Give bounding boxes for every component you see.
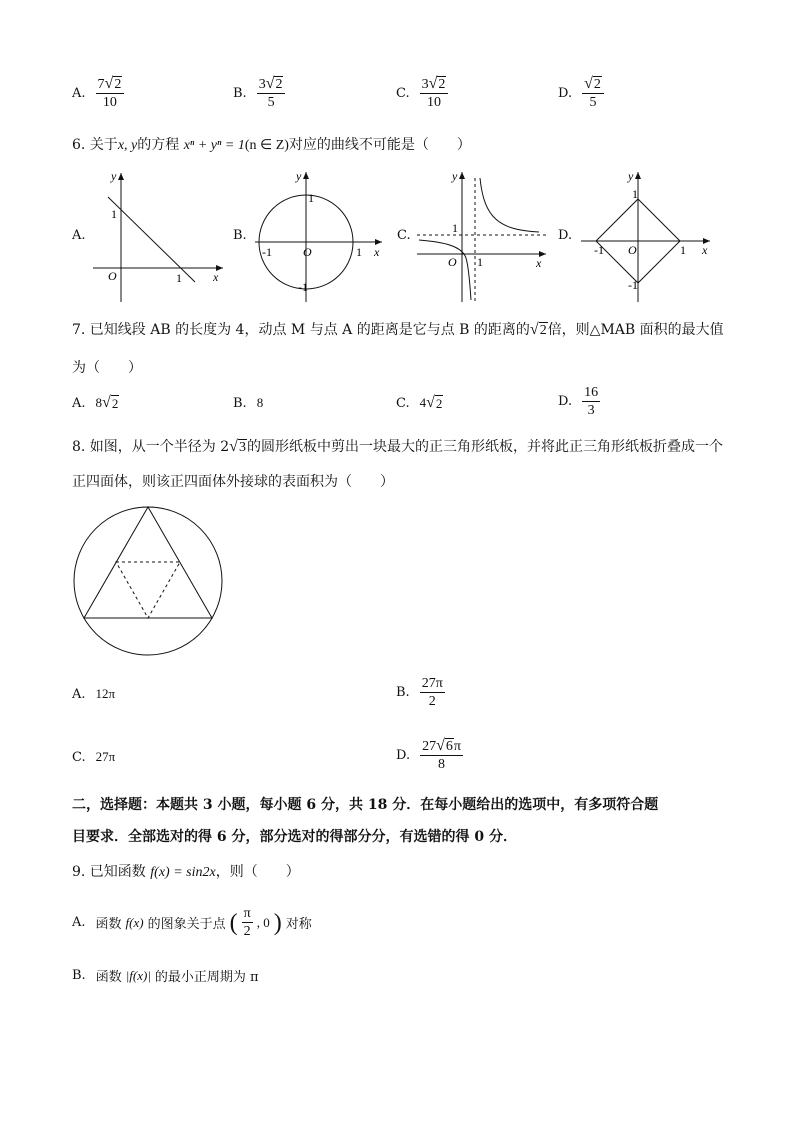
- section2-heading: 二，选择题：本题共 3 小题，每小题 6 分，共 18 分．在每小题给出的选项中，有多项符合题: [72, 797, 659, 813]
- q6-c-label: C.: [397, 228, 411, 243]
- q8-option-b: [396, 675, 445, 710]
- option-label: D.: [558, 394, 573, 409]
- option-label: D.: [396, 748, 411, 763]
- q7-option-c: C. 4 √ 2: [396, 394, 443, 411]
- q9-option-b: B. 函数 |f(x)| 的最小正周期为 π: [72, 967, 259, 985]
- svg-text:1: 1: [632, 187, 638, 201]
- svg-text:-1: -1: [262, 245, 272, 259]
- q5-option-b: [233, 76, 285, 111]
- q9-option-a: A. 函数 f(x) 的图象关于点 ( $\frac{\pi}{2}$ , 0 ) 对称: [72, 906, 312, 939]
- q6-b-label: B.: [233, 228, 247, 243]
- q5-option-a: [72, 76, 124, 111]
- svg-text:1: 1: [452, 221, 458, 235]
- option-label: A.: [72, 915, 86, 930]
- svg-text:x: x: [213, 270, 219, 284]
- svg-text:x: x: [536, 256, 542, 270]
- q8-option-c: C. 27π: [72, 749, 116, 765]
- q7-stem-line2: 为（ ）: [72, 360, 142, 376]
- svg-text:-1: -1: [628, 278, 638, 292]
- q7-option-b: B. 8: [233, 395, 264, 411]
- svg-text:y: y: [111, 169, 117, 183]
- q7-stem: 7. 已知线段 AB 的长度为 4，动点 M 与点 A 的距离是它与点 B 的距离的 √ 2 倍，则△MAB 面积的最大值: [72, 321, 724, 338]
- q6-a-label: A.: [72, 228, 86, 243]
- svg-text:1: 1: [176, 271, 182, 285]
- option-label: C.: [396, 86, 410, 101]
- option-label: A.: [72, 395, 86, 411]
- q8-stem: 8. 如图，从一个半径为 2 √ 3 的圆形纸板中剪出一块最大的正三角形纸板，并将此正三角形纸板折叠成一个: [72, 438, 723, 455]
- fraction: $\frac{27\pi}{2}$: [421, 676, 443, 709]
- svg-text:O: O: [628, 243, 637, 257]
- svg-text:O: O: [108, 269, 117, 283]
- q7-option-a: A. 8 √ 2: [72, 394, 119, 411]
- q9-stem: 9. 已知函数 f(x) = sin2x，则（ ）: [72, 864, 300, 880]
- svg-text:O: O: [448, 255, 457, 269]
- svg-text:y: y: [296, 169, 302, 183]
- q5-option-d: [558, 76, 604, 111]
- q6-equation: xⁿ + yⁿ = 1: [183, 138, 245, 153]
- q6-graph-a: [88, 168, 228, 304]
- q6-graph-c: [414, 168, 554, 304]
- option-label: B.: [396, 685, 410, 700]
- q8-stem-line2: 正四面体，则该正四面体外接球的表面积为（ ）: [72, 474, 394, 490]
- q5-option-c: [396, 76, 448, 111]
- svg-text:1: 1: [308, 191, 314, 205]
- q8-option-d: [396, 738, 463, 773]
- fraction: 3 √ 2 10: [420, 76, 449, 111]
- q9-function: f(x) = sin2x: [150, 865, 216, 880]
- option-label: D.: [558, 86, 573, 101]
- option-label: A.: [72, 86, 86, 101]
- fraction: 3 √ 2 5: [257, 76, 286, 111]
- fraction: √ 2 5: [582, 76, 604, 111]
- svg-text:y: y: [452, 169, 458, 183]
- option-label: B.: [233, 86, 247, 101]
- option-label: C.: [72, 749, 86, 765]
- q6-graph-d: [576, 168, 716, 304]
- svg-text:1: 1: [680, 243, 686, 257]
- option-label: A.: [72, 686, 86, 702]
- svg-text:x: x: [702, 243, 708, 257]
- svg-text:1: 1: [477, 255, 483, 269]
- fraction: 27 √ 6 π 8: [422, 737, 461, 772]
- option-label: B.: [233, 395, 247, 411]
- fraction: $\frac{16}{3}$: [584, 385, 599, 418]
- fraction: $\frac{\pi}{2}$: [243, 906, 251, 939]
- q7-option-d: [558, 384, 600, 419]
- svg-text:x: x: [374, 245, 380, 259]
- svg-text:1: 1: [111, 207, 117, 221]
- q8-figure: [70, 502, 230, 660]
- fraction: 7 √ 2 10: [96, 76, 125, 111]
- section2-heading-line2: 目要求．全部选对的得 6 分，部分选对的得部分分，有选错的得 0 分．: [72, 829, 517, 845]
- svg-text:y: y: [628, 169, 634, 183]
- q6-d-label: D.: [558, 228, 573, 243]
- svg-text:1: 1: [356, 245, 362, 259]
- svg-text:O: O: [303, 245, 312, 259]
- svg-text:-1: -1: [298, 280, 308, 294]
- q6-stem: 6. 关于x, y的方程 xⁿ + yⁿ = 1(n ∈ Z)对应的曲线不可能是（ ）: [72, 137, 471, 153]
- option-label: C.: [396, 395, 410, 411]
- option-label: B.: [72, 968, 86, 983]
- svg-text:-1: -1: [594, 243, 604, 257]
- q6-graph-b: [250, 168, 390, 304]
- q8-option-a: A. 12π: [72, 686, 116, 702]
